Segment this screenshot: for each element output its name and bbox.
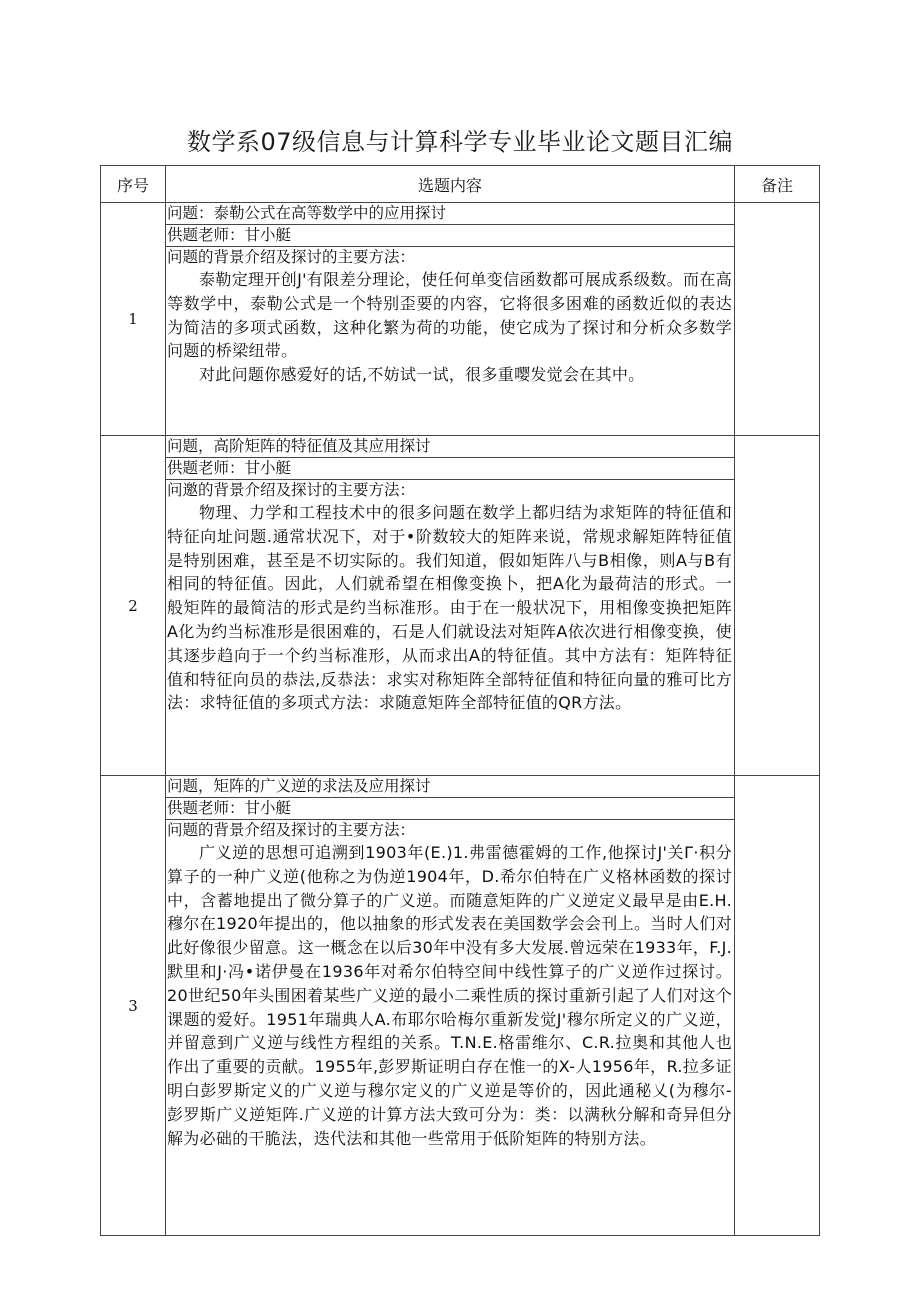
header-note: 备注 xyxy=(735,166,820,203)
row-note xyxy=(735,203,820,436)
paragraph: 对此问题你感爱好的话,不妨试一试，很多重嘤发觉会在其中。 xyxy=(199,365,645,385)
table-row xyxy=(101,203,820,436)
topic-line: 问题：泰勒公式在高等数学中的应用探讨 xyxy=(166,203,734,225)
paragraph: 物理、力学和工程技术中的很多问题在数学上都归结为求矩阵的特征值和特征向址问题.通常状况下，对于•阶数较大的矩阵来说，常规求解矩阵特征值是特别困难，甚至是不切实际的。我们知道，假如矩阵八与B相像，则A与B有相同的特征值。因此，人们就希望在相像变换卜，把A化为最荷洁的形式。一般矩阵的最简洁的形式是约当标准形。由于在一般状况下，用相像变换把矩阵A化为约当标准形是很困难的，石是人们就设法对矩阵A依次进行相像变换，使其逐步趋向于一个约当标准形，从而求出A的特征值。其中方法有：矩阵特征值和特征向员的恭法,反恭法：求实对称矩阵全部特征值和特征向量的雅可比方法：求特征值的多项式方法：求随意矩阵全部特征值的QR方法。 xyxy=(167,503,732,713)
topics-table xyxy=(100,165,820,1236)
teacher-line: 供题老师：甘小艇 xyxy=(166,798,734,820)
header-content: 选题内容 xyxy=(166,166,735,203)
background-label: 问邀的背景介绍及探讨的主要方法： xyxy=(167,481,416,499)
background-text xyxy=(166,841,734,1150)
background-text xyxy=(166,268,734,387)
background-label: 问题的背景介绍及探讨的主要方法： xyxy=(167,248,416,266)
row-note xyxy=(735,776,820,1236)
topic-line: 问题，矩阵的广义逆的求法及应用探讨 xyxy=(166,776,734,798)
table-header-row xyxy=(101,166,820,203)
row-content xyxy=(166,436,735,776)
topic-line: 问题，高阶矩阵的特征值及其应用探讨 xyxy=(166,436,734,458)
header-seq: 序号 xyxy=(101,166,166,203)
page-title: 数学系07级信息与计算科学专业毕业论文题目汇编 xyxy=(186,128,734,156)
row-content xyxy=(166,776,735,1236)
table-row xyxy=(101,776,820,1236)
teacher-line: 供题老师：甘小艇 xyxy=(166,225,734,247)
teacher-line: 供题老师：甘小艇 xyxy=(166,458,734,480)
row-seq: 3 xyxy=(101,776,166,1236)
row-seq: 1 xyxy=(101,203,166,436)
paragraph: 泰勒定理开创J'有限差分理论，使任何单变信函数都可展成系级数。而在高等数学中，泰勒公式是一个特别歪要的内容，它将很多困难的函数近似的表达为简洁的多项式函数，这种化繁为荷的功能，使它成为了探讨和分析众多数学问题的桥梁纽带。 xyxy=(167,270,732,361)
row-seq: 2 xyxy=(101,436,166,776)
background-label: 问题的背景介绍及探讨的主要方法： xyxy=(167,821,416,839)
background-text xyxy=(166,501,734,715)
row-note xyxy=(735,436,820,776)
table-row xyxy=(101,436,820,776)
paragraph: 广义逆的思想可追溯到1903年(E.)1.弗雷德霍姆的工作,他探讨J'关Γ·积分算子的一种广义逆(他称之为伪逆1904年，D.希尔伯特在广义格林函数的探讨中，含蓄地提出了微分算子的广义逆。而随意矩阵的广义逆定义最早是由E.H.穆尔在1920年提出的，他以抽象的形式发表在美国数学会会刊上。当时人们对此好像很少留意。这一概念在以后30年中没有多大发展.曾远荣在1933年，F.J.默里和J·冯•诺伊曼在1936年对希尔伯特空间中线性算子的广义逆作过探讨。20世纪50年头围困着某些广义逆的最小二乘性质的探讨重新引起了人们对这个课题的爱好。1951年瑞典人A.布耶尔哈梅尔重新发觉J'穆尔所定义的广义逆，并留意到广义逆与线性方程组的关系。T.N.E.格雷维尔、C.R.拉奥和其他人也作出了重要的贡献。1955年,彭罗斯证明白存在惟一的X-人1956年，R.拉多证明白彭罗斯定义的广义逆与穆尔定义的广义逆是等价的，因此通秘乂(为穆尔-彭罗斯广义逆矩阵.广义逆的计算方法大致可分为：类：以满秋分解和奇异但分解为必础的干脆法，迭代法和其他一些常用于低阶矩阵的特别方法。 xyxy=(167,843,732,1148)
row-content xyxy=(166,203,735,436)
